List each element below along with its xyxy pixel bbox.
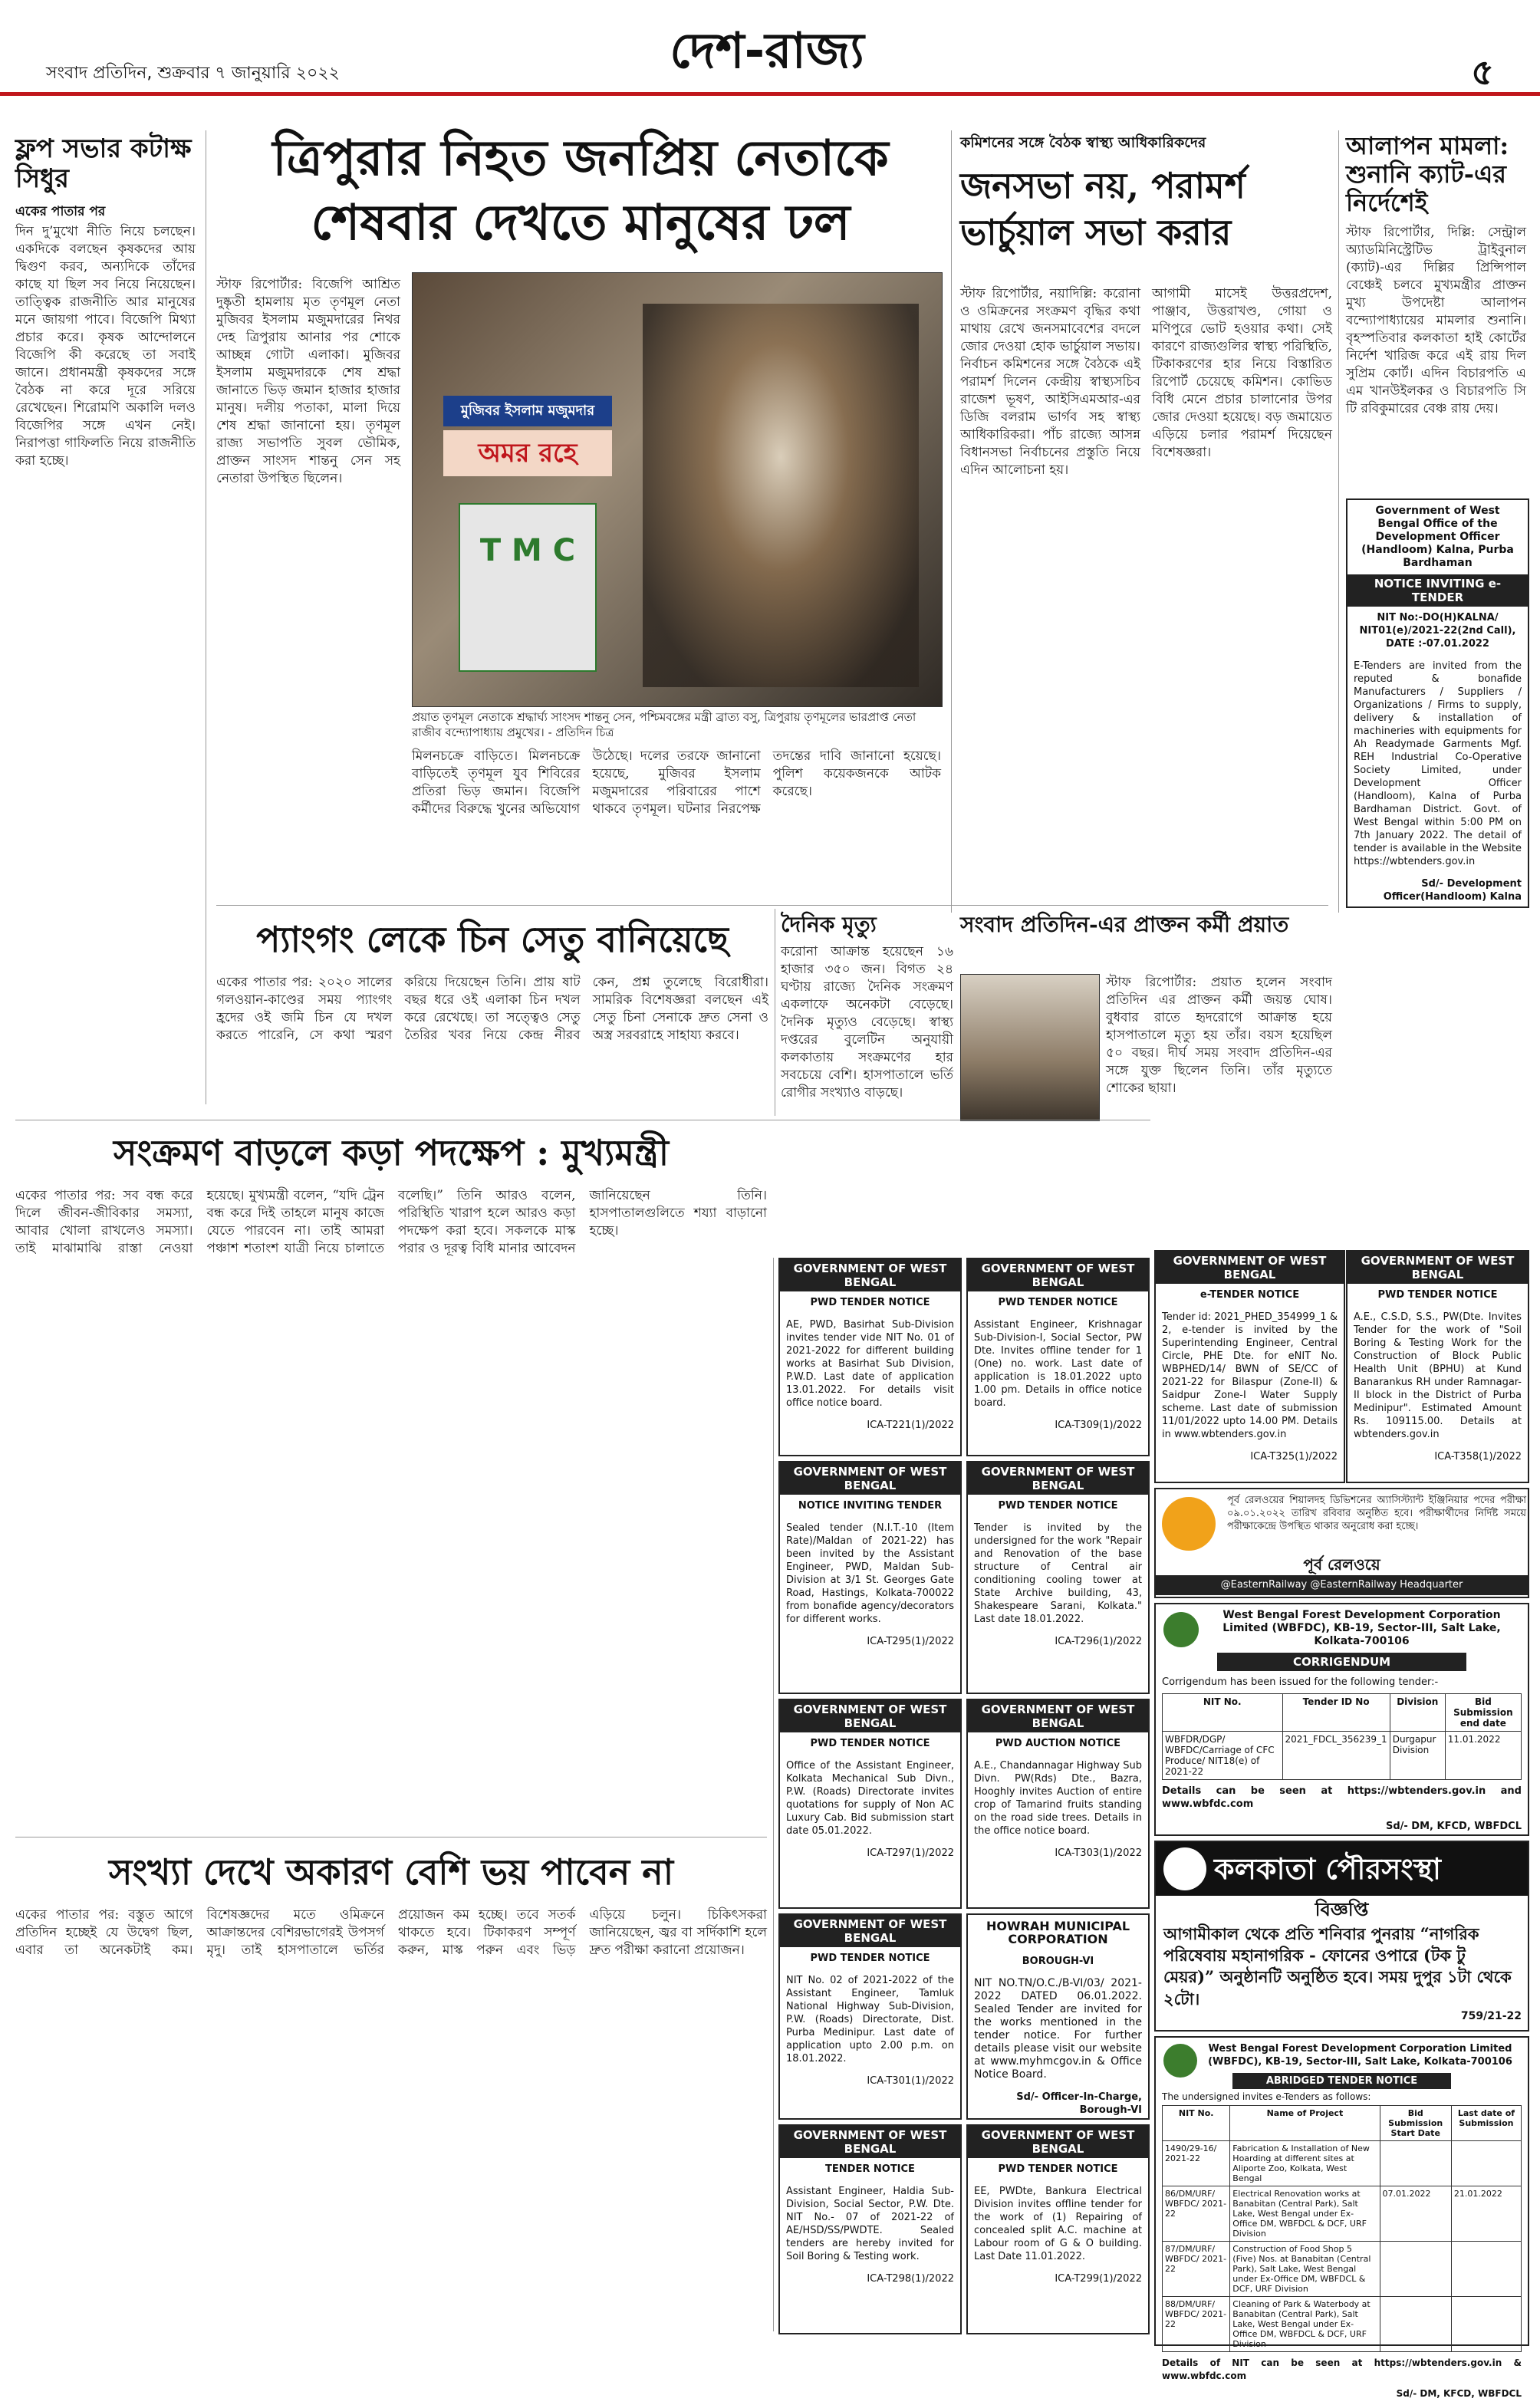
- tender-head: GOVERNMENT OF WEST BENGAL: [780, 1915, 960, 1947]
- lead-photo: [412, 272, 943, 707]
- wbfdc-logo-icon: [1163, 2044, 1197, 2078]
- tender-card: [778, 2124, 962, 2334]
- tender-ref: ICA-T221(1)/2022: [867, 1420, 954, 1431]
- azadi-logo-icon: [1162, 1497, 1216, 1551]
- handloom-subhead: NOTICE INVITING e-TENDER: [1348, 574, 1528, 607]
- photo-banner: মুজিবর ইসলাম মজুমদার: [443, 396, 612, 426]
- cm-headline: সংক্রমণ বাড়লে কড়া পদক্ষেপ : মুখ্যমন্ত্রী: [113, 1132, 670, 1173]
- handloom-nit: NIT No:-DO(H)KALNA/ NIT01(e)/2021-22(2nd Call), DATE :-07.01.2022: [1359, 612, 1516, 650]
- right-headline: আলাপন মামলা: শুনানি ক্যাট-এর নির্দেশেই: [1346, 131, 1509, 217]
- table-cell: [1380, 2297, 1451, 2352]
- left-headline: ফ্লপ সভার কটাক্ষ সিধুর: [15, 133, 192, 195]
- wbfdc-tender-footer: Details of NIT can be seen at https://wbtenders.gov.in & www.wbfdc.com: [1162, 2357, 1522, 2381]
- handloom-sign: Sd/- Development Officer(Handloom) Kalna: [1383, 878, 1522, 903]
- tender-sub: BOROUGH-VI: [1022, 1956, 1094, 1967]
- table-cell: 21.01.2022: [1451, 2186, 1521, 2242]
- kmc-subtitle: বিজ্ঞপ্তি: [1315, 1898, 1369, 1920]
- right-body: স্টাফ রিপোর্টার, দিল্লি: সেন্ট্রাল অ্যাডমিনিস্ট্রেটিভ ট্রাইবুনাল (ক্যাট)-এর দিল্লির প্রিন্সিপাল বেঞ্চেই চলবে মুখ্যমন্ত্রীর প্রাক্তন মুখ্য উপদেষ্টা আলাপন বন্দ্যোপাধ্যায়ের মামলার শুনানি। বৃহস্পতিবার কলকাতা হাই কোর্টের নির্দেশ খারিজ করে এই রায় দিল সুপ্রিম কোর্ট। এদিন বিচারপতি এ এম খানউইলকর ও বিচারপতি সি টি রবিকুমারের বেঞ্চ রায় দেয়।: [1346, 225, 1526, 417]
- date-line: সংবাদ প্রতিদিন, শুক্রবার ৭ জানুয়ারি ২০২২: [46, 64, 340, 83]
- table-row: [1163, 2186, 1522, 2242]
- lead-headline-1: ত্রিপুরার নিহত জনপ্রিয় নেতাকে: [272, 130, 889, 187]
- lead-body-2: মিলনচক্রে বাড়িতে। মিলনচক্রে বাড়িতেই তৃণমূল যুব শিবিরের প্রতিরা ভিড় জমান। বিজেপি কর্মীদের বিরুদ্ধে খুনের অভিযোগ উঠেছে। দলের তরফে জানানো হয়েছে, মুজিবর ইসলাম মজুমদারের পরিবারের পাশে থাকবে তৃণমূল। ঘটনার নিরপেক্ষ তদন্তের দাবি জানানো হয়েছে। পুলিশ কয়েকজনকে আটক করেছে।: [412, 748, 941, 817]
- table-row: [1163, 1732, 1522, 1780]
- tender-head: GOVERNMENT OF WEST BENGAL: [780, 1259, 960, 1291]
- left-body: দিন দু’মুখো নীতি নিয়ে চলছেন। একদিকে বলছেন কৃষকদের আয় দ্বিগুণ করব, অন্যদিকে তাঁদের কাছে যা ছিল সব নিয়ে নিয়েছেন। তাত্ত্বিক রাজনীতি আর মানুষের মনে জায়গা পাবে। বিজেপি মিথ্যা প্রচার করে। কৃষক আন্দোলনে বিজেপি কী করেছে তা সবাই জানে। প্রধানমন্ত্রী কৃষকদের সঙ্গে বৈঠক না করে দূরে সরিয়ে রেখেছেন। শিরোমণি অকালি দলও বিজেপির সঙ্গে এখন নেই। নিরাপত্তা গাফিলতি নিয়ে রাজনীতি করা হচ্ছে।: [15, 224, 196, 469]
- commission-kicker: কমিশনের সঙ্গে বৈঠক স্বাস্থ্য আধিকারিকদের: [960, 134, 1206, 151]
- table-row: [1163, 2141, 1522, 2186]
- commission-headline-2: ভার্চুয়াল সভা করার: [960, 211, 1232, 253]
- lead-story: [216, 130, 945, 897]
- tender-head: GOVERNMENT OF WEST BENGAL: [968, 1259, 1148, 1291]
- china-story: [216, 909, 768, 1116]
- tender-body: EE, PWDte, Bankura Electrical Division invites offline tender for the work of (1) Repairing of concealed split A.C. machine at Labour room of G & O building. Last Date 11.01.2022.: [974, 2186, 1142, 2262]
- wbfdc-corrigendum: [1154, 1603, 1529, 1836]
- tender-sub: NOTICE INVITING TENDER: [798, 1500, 943, 1512]
- tender-head: GOVERNMENT OF WEST BENGAL: [1156, 1252, 1344, 1284]
- table-header: NIT No.: [1163, 1694, 1283, 1732]
- tender-body: AE, PWD, Basirhat Sub-Division invites tender vide NIT No. 01 of 2021-2022 for different building works at Basirhat Sub Division, P.W.D. Last date of application 13.01.2022. For details visit office notice board.: [786, 1319, 954, 1409]
- table-header: Bid Submission end date: [1445, 1694, 1521, 1732]
- table-cell: 1490/29-16/ 2021-22: [1163, 2141, 1230, 2186]
- tender-head: GOVERNMENT OF WEST BENGAL: [780, 1700, 960, 1732]
- tender-body: NIT NO.TN/O.C./B-VI/03/ 2021-2022 DATED 06.01.2022. Sealed Tender are invited for the works mentioned in the tender notice. For further details please visit our website at www.myhmcgov.in & Office Notice Board.: [974, 1977, 1142, 2081]
- tender-mid-1: [1154, 1250, 1345, 1483]
- table-header: Name of Project: [1230, 2106, 1380, 2141]
- railway-social: @EasternRailway @EasternRailway Headquarter: [1156, 1575, 1528, 1595]
- table-cell: 11.01.2022: [1445, 1732, 1521, 1780]
- kmc-header: [1156, 1842, 1528, 1896]
- kmc-title: কলকাতা পৌরসংস্থা: [1214, 1851, 1441, 1887]
- wbfdc-tender-subhead: ABRIDGED TENDER NOTICE: [1232, 2073, 1451, 2089]
- tender-card: [966, 2124, 1150, 2334]
- tender-body: Tender id: 2021_PHED_354999_1 & 2, e-tender is invited by the Superintending Engineer, Central Circle, PHE Dte. for eNIT No. WBPHED/14/ BWN of SE/CC of 2021-22 for Bilaspur (Zone-II) & Saidpur Zone-I Water Supply scheme. Last date of submission 11/01/2022 upto 14.00 PM. Details in www.wbtenders.gov.in: [1162, 1311, 1338, 1440]
- tender-sub: PWD AUCTION NOTICE: [995, 1738, 1121, 1749]
- railway-body: পূর্ব রেলওয়ের শিয়ালদহ ডিভিশনের অ্যাসিস্ট্যান্ট ইঞ্জিনিয়ার পদের পরীক্ষা ০৯.০১.২০২২ তারিখ রবিবার অনুষ্ঠিত হবে। পরীক্ষার্থীদের নির্দিষ্ট সময়ে পরীক্ষাকেন্দ্রে উপস্থিত থাকার অনুরোধ করা হচ্ছে।: [1227, 1495, 1526, 1532]
- tender-body: A.E., C.S.D, S.S., PW(Dte. Invites Tender for the work of "Soil Boring & Testing Work for the Construction of Block Public Health Unit (BPHU) at Kund Banarankus RH under Ramnagar-II block in the District of Purba Medinipur". Estimated Amount Rs. 109115.00. Details at wbtenders.gov.in: [1354, 1311, 1522, 1440]
- obituary-body: করোনা আক্রান্ত হয়েছেন ১৬ হাজার ৩৫০ জন। বিগত ২৪ ঘণ্টায় রাজ্যে দৈনিক সংক্রমণ একলাফে অনেকটা বেড়েছে। দৈনিক মৃত্যুও বেড়েছে। স্বাস্থ্য দপ্তরের বুলেটিন অনুযায়ী কলকাতায় সংক্রমণের হার সবচেয়ে বেশি। হাসপাতালে ভর্তি রোগীর সংখ্যাও বাড়ছে।: [781, 944, 953, 1101]
- tender-sub: PWD TENDER NOTICE: [998, 1297, 1118, 1308]
- tender-ref: ICA-T303(1)/2022: [1055, 1847, 1142, 1859]
- table-header: Bid Submission Start Date: [1380, 2106, 1451, 2141]
- table-header: Tender ID No: [1282, 1694, 1390, 1732]
- wbfdc-corr-footer: Details can be seen at https://wbtenders.gov.in and www.wbfdc.com: [1162, 1785, 1522, 1810]
- table-cell: [1380, 2141, 1451, 2186]
- corrigendum-table: [1162, 1693, 1522, 1780]
- lead-headline-2: শেষবার দেখতে মানুষের ঢল: [311, 193, 851, 252]
- tender-ref: ICA-T296(1)/2022: [1055, 1636, 1142, 1647]
- table-row: [1163, 2242, 1522, 2297]
- divider: [216, 905, 1328, 906]
- tender-body: A.E., Chandannagar Highway Sub Divn. PW(Rds) Dte., Bazra, Hooghly invites Auction of entire crop of Tamarind fruits standing on the road side trees. Details in the office notice board.: [974, 1760, 1142, 1837]
- fear-headline: সংখ্যা দেখে অকারণ বেশি ভয় পাবেন না: [108, 1851, 674, 1893]
- commission-headline-1: জনসভা নয়, পরামর্শ: [960, 165, 1245, 206]
- table-cell: 88/DM/URF/ WBFDC/ 2021-22: [1163, 2297, 1230, 2352]
- crowd-image: [643, 304, 919, 687]
- tender-card: [966, 1913, 1150, 2120]
- table-header: NIT No.: [1163, 2106, 1230, 2141]
- tender-body: NIT No. 02 of 2021-2022 of the Assistant Engineer, Tamluk National Highway Sub-Division, P.W. (Roads) Directorate, Dist. Purba Medinipur. Last date of application upto 2.00 p.m. on 18.01.2022.: [786, 1975, 954, 2064]
- fear-body: একের পাতার পর: বস্তুত আগে প্রতিদিন হচ্ছেই যে উদ্বেগ ছিল, এবার তা অনেকটাই কম। বিশেষজ্ঞদের মতে ওমিক্রনে আক্রান্তদের বেশিরভাগেরই উপসর্গ মৃদু। তাই হাসপাতালে ভর্তির প্রয়োজন কম হচ্ছে। তবে সতর্ক থাকতে হবে। টিকাকরণ সম্পূর্ণ করুন, মাস্ক পরুন এবং ভিড় এড়িয়ে চলুন। চিকিৎসকরা জানিয়েছেন, জ্বর বা সর্দিকাশি হলে দ্রুত পরীক্ষা করানো প্রয়োজন।: [15, 1907, 767, 1958]
- obituary-title: দৈনিক মৃত্যু: [781, 912, 877, 937]
- kmc-body: আগামীকাল থেকে প্রতি শনিবার পুনরায় “নাগরিক পরিষেবায় মহানাগরিক - ফোনের ওপারে (টক টু মেয়র)” অনুষ্ঠানটি অনুষ্ঠিত হবে। সময় দুপুর ১টা থেকে ২টো।: [1163, 1923, 1512, 2009]
- wbfdc-corr-sign: Sd/- DM, KFCD, WBFDCL: [1385, 1821, 1522, 1832]
- left-kicker: একের পাতার পর: [15, 204, 106, 220]
- divider: [773, 1258, 774, 2331]
- tender-head: GOVERNMENT OF WEST BENGAL: [968, 1462, 1148, 1495]
- table-cell: [1451, 2297, 1521, 2352]
- wbfdc-tender-sign: Sd/- DM, KFCD, WBFDCL: [1396, 2388, 1522, 2399]
- tmc-flag: T M C: [459, 503, 597, 672]
- table-cell: 07.01.2022: [1380, 2186, 1451, 2242]
- staff-body: স্টাফ রিপোর্টার: প্রয়াত হলেন সংবাদ প্রতিদিন এর প্রাক্তন কর্মী জয়ন্ত ঘোষ। বুধবার রাতে হৃদরোগে আক্রান্ত হয়ে হাসপাতালে মৃত্যু হয় তাঁর। বয়স হয়েছিল ৫০ বছর। দীর্ঘ সময় সংবাদ প্রতিদিন-এর সঙ্গে যুক্ত ছিলেন তিনি। তাঁর মৃত্যুতে শোকের ছায়া।: [1106, 975, 1332, 1096]
- table-cell: Electrical Renovation works at Banabitan (Central Park), Salt Lake, West Bengal under Ex-Office DM, WBFDCL & DCF, URF Division: [1230, 2186, 1380, 2242]
- staff-headline: সংবাদ প্রতিদিন-এর প্রাক্তন কর্মী প্রয়াত: [960, 912, 1289, 937]
- tender-grid: [778, 1258, 1150, 2339]
- tender-card: [966, 1461, 1150, 1694]
- tender-head: HOWRAH MUNICIPAL CORPORATION: [986, 1919, 1130, 1946]
- tender-head: GOVERNMENT OF WEST BENGAL: [968, 1700, 1148, 1732]
- handloom-body: E-Tenders are invited from the reputed & bonafide Manufacturers / Suppliers / Organizations / Firms to supply, delivery & installation of machineries with equipments for Ah Readymade Garments Mgf. REH Industrial Co-Operative Society Limited, under Development Officer (Handloom), Kalna of Purba Bardhaman District. Govt. of West Bengal within 5:00 PM on 7th January 2022. The detail of tender is available in the Website https://wbtenders.gov.in: [1354, 660, 1522, 867]
- tender-sub: PWD TENDER NOTICE: [998, 2163, 1118, 2175]
- tender-body: Assistant Engineer, Haldia Sub-Division, Social Sector, P.W. Dte. NIT No.- 07 of 2021-22 of AE/HSD/SS/PWDTE. Sealed tenders are hereby invited for Soil Boring & Testing work.: [786, 2186, 954, 2262]
- tender-ref: ICA-T295(1)/2022: [867, 1636, 954, 1647]
- table-header: Last date of Submission: [1451, 2106, 1521, 2141]
- table-cell: [1451, 2141, 1521, 2186]
- table-cell: Durgapur Division: [1390, 1732, 1445, 1780]
- table-cell: Cleaning of Park & Waterbody at Banabitan (Central Park), Salt Lake, West Bengal under Ex-Office DM, WBFDCL & DCF, URF Division: [1230, 2297, 1380, 2352]
- tender-card: [966, 1699, 1150, 1909]
- tender-body: Office of the Assistant Engineer, Kolkata Mechanical Sub Divn., P.W. (Roads) Directorate invites quotations for supply of Non AC Luxury Cab. Bid submission start date 05.01.2022.: [786, 1760, 954, 1837]
- left-story: [15, 134, 196, 1116]
- tender-sub: PWD TENDER NOTICE: [810, 1953, 930, 1964]
- tender-head: GOVERNMENT OF WEST BENGAL: [1348, 1252, 1528, 1284]
- wbfdc-tender: [1154, 2036, 1529, 2399]
- commission-story: [960, 132, 1332, 899]
- photo-banner-2: অমর রহে: [443, 430, 612, 476]
- tender-ref: ICA-T297(1)/2022: [867, 1847, 954, 1859]
- masthead: [0, 0, 1540, 96]
- tender-ref: ICA-T358(1)/2022: [1434, 1451, 1522, 1462]
- tender-body: Sealed tender (N.I.T.-10 (Item Rate)/Maldan of 2021-22) has been invited by the Assistant Engineer, PWD, Maldan Sub-Division at 3/1 St. Georges Gate Road, Hastings, Kolkata-700022 from bonafide agency/decorators for different works.: [786, 1522, 954, 1625]
- kmc-logo-icon: [1163, 1847, 1206, 1890]
- tender-sub: PWD TENDER NOTICE: [810, 1297, 930, 1308]
- china-headline: প্যাংগং লেকে চিন সেতু বানিয়েছে: [256, 919, 729, 960]
- table-header: Division: [1390, 1694, 1445, 1732]
- tender-sub: e-TENDER NOTICE: [1199, 1289, 1300, 1301]
- commission-body-1: স্টাফ রিপোর্টার, নয়াদিল্লি: করোনা ও ওমিক্রনের সংক্রমণ বৃদ্ধির কথা মাথায় রেখে জনসমাবেশের বদলে জোর দেওয়া হোক ভার্চুয়াল সভায়। নির্বাচন কমিশনের সঙ্গে বৈঠকে এই পরামর্শ দিলেন কেন্দ্রীয় স্বাস্থ্যসচিব রাজেশ ভূষণ, আইসিএমআর-এর ডিজি বলরাম ভার্গব সহ স্বাস্থ্য আধিকারিকরা। পাঁচ রাজ্যে আসন্ন বিধানসভা নির্বাচনের প্রস্তুতি নিয়ে এদিন আলোচনা হয়।: [960, 286, 1140, 478]
- railway-sign: পূর্ব রেলওয়ে: [1303, 1555, 1380, 1574]
- divider: [1338, 130, 1339, 913]
- wbfdc-corr-intro: Corrigendum has been issued for the following tender:-: [1162, 1676, 1439, 1688]
- table-cell: [1380, 2242, 1451, 2297]
- table-cell: [1451, 2242, 1521, 2297]
- table-cell: WBFDR/DGP/ WBFDC/Carriage of CFC Produce/ NIT18(e) of 2021-22: [1163, 1732, 1283, 1780]
- divider: [951, 130, 952, 913]
- wbfdc-tender-title: West Bengal Forest Development Corporation Limited (WBFDC), KB-19, Sector-III, Salt Lake, Kolkata-700106: [1208, 2043, 1512, 2068]
- section-title: দেশ-রাজ্য: [670, 23, 864, 80]
- tender-table: [1162, 2105, 1522, 2352]
- tender-card: [778, 1913, 962, 2120]
- table-cell: Construction of Food Shop 5 (Five) Nos. at Banabitan (Central Park), Salt Lake, West Bengal under Ex-Office DM, WBFDCL & DCF, URF Division: [1230, 2242, 1380, 2297]
- handloom-notice: [1346, 498, 1529, 908]
- tender-card: [778, 1461, 962, 1694]
- tender-card: [966, 1258, 1150, 1456]
- page-number: ৫: [1471, 51, 1494, 93]
- cm-story: [15, 1124, 767, 1837]
- wbfdc-tender-intro: The undersigned invites e-Tenders as follows:: [1162, 2091, 1371, 2102]
- tender-ref: ICA-T301(1)/2022: [867, 2075, 954, 2087]
- commission-body-2: আগামী মাসেই উত্তরপ্রদেশ, পাঞ্জাব, উত্তরাখণ্ড, গোয়া ও মণিপুরে ভোট হওয়ার কথা। সেই কারণে রাজ্যগুলির স্বাস্থ্য পরিস্থিতি, টিকাকরণের হার নিয়ে বিস্তারিত রিপোর্ট চেয়েছে কমিশন। কোভিড বিধি মেনে প্রচার চালানোর উপর জোর দেওয়া হয়েছে। বড় জমায়েত এড়িয়ে চলার পরামর্শ দিয়েছেন বিশেষজ্ঞরা।: [1152, 286, 1332, 460]
- tender-ref: Sd/- Officer-In-Charge, Borough-VI: [1016, 2091, 1142, 2116]
- lead-caption: প্রয়াত তৃণমূল নেতাকে শ্রদ্ধার্ঘ্য সাংসদ শান্তনু সেন, পশ্চিমবঙ্গের মন্ত্রী ব্রাত্য বসু, ত্রিপুরায় তৃণমূলের ভারপ্রাপ্ত নেতা রাজীব বন্দ্যোপাধ্যায় প্রমুখের। - প্রতিদিন চিত্র: [412, 710, 916, 739]
- tender-head: GOVERNMENT OF WEST BENGAL: [780, 1462, 960, 1495]
- tender-head: GOVERNMENT OF WEST BENGAL: [968, 2126, 1148, 2158]
- wbfdc-corr-subhead: CORRIGENDUM: [1217, 1653, 1466, 1671]
- china-body: একের পাতার পর: ২০২০ সালের গলওয়ান-কাণ্ডের সময় প্যাংগং হ্রদের ওই জমি চিন যে দখল করতে পারেনি, সে কথা স্মরণ করিয়ে দিয়েছেন তিনি। প্রায় ষাট বছর ধরে ওই এলাকা চিন দখল করে রেখেছে। তা সত্ত্বেও সেতু তৈরির খবর নিয়ে কেন্দ্র নীরব কেন, প্রশ্ন তুলেছে বিরোধীরা। সামরিক বিশেষজ্ঞরা বলছেন এই সেতু চিনা সেনাকে দ্রুত সেনা ও অস্ত্র সরবরাহে সাহায্য করবে।: [216, 974, 768, 1043]
- obituary-story: [781, 913, 953, 1242]
- tender-sub: PWD TENDER NOTICE: [998, 1500, 1118, 1512]
- tender-body: Assistant Engineer, Krishnagar Sub-Division-I, Social Sector, PW Dte. Invites offline tender for 1 (One) no. work. Last date of application is 18.01.2022 upto 1.00 pm. Details in office notice board.: [974, 1319, 1142, 1409]
- table-cell: 87/DM/URF/ WBFDC/ 2021-22: [1163, 2242, 1230, 2297]
- kmc-notice: [1154, 1841, 1529, 2032]
- right-story: [1346, 132, 1526, 492]
- tender-ref: ICA-T299(1)/2022: [1055, 2273, 1142, 2285]
- railway-notice: [1154, 1488, 1529, 1598]
- handloom-title: Government of West Bengal Office of the Development Officer (Handloom) Kalna, Purba Bardhaman: [1361, 505, 1514, 569]
- tender-mid-2: [1346, 1250, 1529, 1483]
- tender-ref: ICA-T325(1)/2022: [1250, 1451, 1338, 1462]
- tender-sub: PWD TENDER NOTICE: [1377, 1289, 1498, 1301]
- tender-ref: ICA-T309(1)/2022: [1055, 1420, 1142, 1431]
- cm-body: একের পাতার পর: সব বন্ধ করে দিলে জীবন-জীবিকার সমস্যা, আবার খোলা রাখলেও সমস্যা। তাই মাঝামাঝি রাস্তা নেওয়া হয়েছে। মুখ্যমন্ত্রী বলেন, “যদি ট্রেন বন্ধ করে দিই তাহলে মানুষ কাজে যেতে পারবেন না। তাই আমরা পঞ্চাশ শতাংশ যাত্রী নিয়ে চালাতে বলেছি।” তিনি আরও বলেন, পরিস্থিতি খারাপ হলে আরও কড়া পদক্ষেপ করা হবে। সকলকে মাস্ক পরার ও দূরত্ব বিধি মানার আবেদন জানিয়েছেন তিনি। হাসপাতালগুলিতে শয্যা বাড়ানো হচ্ছে।: [15, 1187, 767, 1256]
- tender-sub: TENDER NOTICE: [825, 2163, 915, 2175]
- staff-story: [960, 913, 1332, 1250]
- tender-sub: PWD TENDER NOTICE: [810, 1738, 930, 1749]
- wbfdc-logo-icon: [1163, 1612, 1199, 1647]
- tender-card: [778, 1699, 962, 1909]
- table-cell: 2021_FDCL_356239_1: [1282, 1732, 1390, 1780]
- tender-ref: ICA-T298(1)/2022: [867, 2273, 954, 2285]
- table-cell: Fabrication & Installation of New Hoarding at different sites at Aliporte Zoo, Kolkata, West Bengal: [1230, 2141, 1380, 2186]
- tender-body: Tender is invited by the undersigned for the work "Repair and Renovation of the base structure of Central air conditioning cooling tower at State Archive building, 43, Shakespeare Sarani, Kolkata." Last date 18.01.2022.: [974, 1522, 1142, 1625]
- kmc-ref: 759/21-22: [1460, 2009, 1522, 2022]
- tender-card: [778, 1258, 962, 1456]
- table-row: [1163, 2297, 1522, 2352]
- table-cell: 86/DM/URF/ WBFDC/ 2021-22: [1163, 2186, 1230, 2242]
- staff-photo: [960, 974, 1100, 1121]
- lead-body-1: স্টাফ রিপোর্টার: বিজেপি আশ্রিত দুষ্কৃতী হামলায় মৃত তৃণমূল নেতা মুজিবর ইসলাম মজুমদারের নিথর দেহ ত্রিপুরায় আনার পর শোকে আচ্ছন্ন গোটা এলাকা। মুজিবর ইসলাম মজুমদারকে শেষ শ্রদ্ধা জানাতে ভিড় জমান হাজার হাজার মানুষ। দলীয় পতাকা, মালা দিয়ে শেষ শ্রদ্ধা জানানো হয়। তৃণমূল রাজ্য সভাপতি সুবল ভৌমিক, প্রাক্তন সাংসদ শান্তনু সেন সহ নেতারা উপস্থিত ছিলেন।: [216, 277, 400, 486]
- wbfdc-corr-title: West Bengal Forest Development Corporation Limited (WBFDC), KB-19, Sector-III, Salt Lake, Kolkata-700106: [1222, 1609, 1501, 1647]
- fear-story: [15, 1844, 767, 2335]
- tender-head: GOVERNMENT OF WEST BENGAL: [780, 2126, 960, 2158]
